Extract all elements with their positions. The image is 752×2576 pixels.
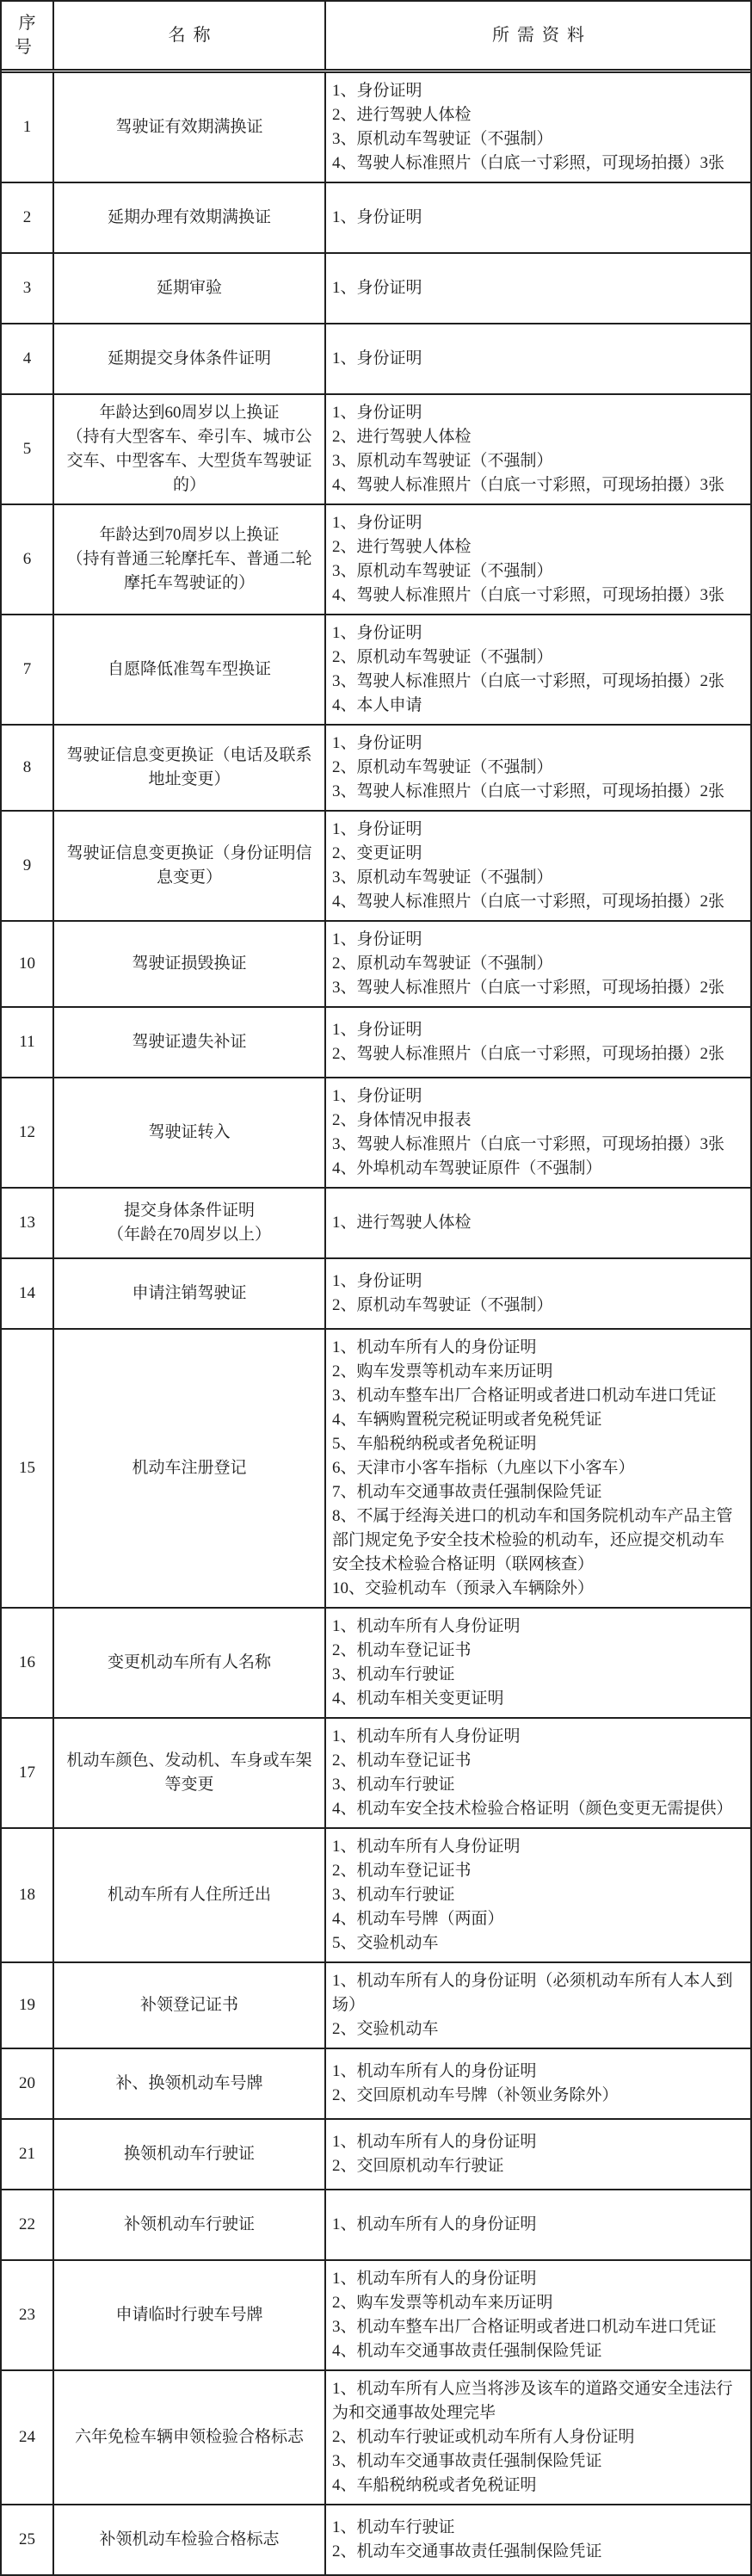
material-item: 3、驾驶人标准照片（白底一寸彩照，可现场拍摄）3张 bbox=[332, 1135, 725, 1153]
row-number-cell: 4 bbox=[2, 324, 54, 393]
row-number-cell: 24 bbox=[2, 2371, 54, 2504]
row-number-cell: 2 bbox=[2, 183, 54, 252]
name-line: 自愿降低准驾车型换证 bbox=[107, 660, 271, 678]
row-materials-cell bbox=[326, 324, 750, 393]
material-item: 8、不属于经海关进口的机动车和国务院机动车产品主管部门规定免予安全技术检验的机动车，还应提交机动车安全技术检验合格证明（联网核查） bbox=[332, 1507, 733, 1573]
row-name-cell bbox=[54, 1008, 326, 1077]
name-line: 年龄达到70周岁以上换证 bbox=[99, 526, 280, 544]
material-item: 3、原机动车驾驶证（不强制） bbox=[332, 868, 553, 886]
row-number-cell: 18 bbox=[2, 1829, 54, 1961]
row-name-cell bbox=[54, 2120, 326, 2189]
material-item: 4、驾驶人标准照片（白底一寸彩照，可现场拍摄）3张 bbox=[332, 154, 725, 172]
name-line: 机动车颜色、发动机、车身或车架等变更 bbox=[66, 1751, 312, 1794]
material-item: 1、机动车所有人的身份证明（必须机动车所有人本人到场） bbox=[332, 1972, 733, 2014]
material-item: 10、交验机动车（预录入车辆除外） bbox=[332, 1579, 595, 1597]
material-item: 2、变更证明 bbox=[332, 844, 422, 862]
row-number-cell: 8 bbox=[2, 726, 54, 810]
material-item: 1、机动车所有人身份证明 bbox=[332, 1727, 521, 1745]
row-materials-cell bbox=[326, 1008, 750, 1077]
row-number-cell: 9 bbox=[2, 812, 54, 920]
material-item: 5、车船税纳税或者免税证明 bbox=[332, 1435, 537, 1453]
material-item: 2、驾驶人标准照片（白底一寸彩照，可现场拍摄）2张 bbox=[332, 1045, 725, 1063]
material-item: 2、购车发票等机动车来历证明 bbox=[332, 2294, 553, 2312]
name-line: 补领登记证书 bbox=[139, 1996, 238, 2014]
material-item: 7、机动车交通事故责任强制保险凭证 bbox=[332, 1483, 602, 1501]
material-item: 3、机动车整车出厂合格证明或者进口机动车进口凭证 bbox=[332, 2318, 717, 2336]
material-item: 2、进行驾驶人体检 bbox=[332, 106, 472, 124]
material-item: 2、进行驾驶人体检 bbox=[332, 428, 472, 446]
table-row bbox=[2, 726, 750, 812]
row-number-cell: 19 bbox=[2, 1963, 54, 2048]
name-line: 驾驶证损毁换证 bbox=[132, 954, 247, 973]
name-line: 申请临时行驶车号牌 bbox=[115, 2306, 263, 2324]
header-cell-name: 名称 bbox=[54, 2, 326, 69]
material-item: 4、外埠机动车驾驶证原件（不强制） bbox=[332, 1159, 602, 1177]
material-item: 2、进行驾驶人体检 bbox=[332, 538, 472, 556]
header-cell-materials: 所需资料 bbox=[492, 26, 592, 45]
row-name-cell bbox=[54, 922, 326, 1006]
row-number-cell: 25 bbox=[2, 2505, 54, 2574]
table-row bbox=[2, 2049, 750, 2120]
material-item: 4、车辆购置税完税证明或者免税凭证 bbox=[332, 1411, 602, 1429]
name-line: 驾驶证有效期满换证 bbox=[115, 118, 263, 136]
table-row bbox=[2, 1719, 750, 1829]
row-materials-cell bbox=[326, 726, 750, 810]
name-line: 驾驶证遗失补证 bbox=[132, 1033, 247, 1051]
material-item: 2、身体情况申报表 bbox=[332, 1111, 472, 1129]
row-name-cell bbox=[54, 2261, 326, 2369]
row-materials-cell bbox=[326, 2261, 750, 2369]
row-materials-cell bbox=[326, 615, 750, 724]
material-item: 1、身份证明 bbox=[332, 349, 422, 368]
material-item: 4、驾驶人标准照片（白底一寸彩照，可现场拍摄）3张 bbox=[332, 476, 725, 494]
material-item: 2、原机动车驾驶证（不强制） bbox=[332, 1296, 553, 1314]
material-item: 5、交验机动车 bbox=[332, 1934, 439, 1952]
row-number-cell: 23 bbox=[2, 2261, 54, 2369]
row-name-cell bbox=[54, 73, 326, 182]
material-item: 1、机动车所有人的身份证明 bbox=[332, 1338, 537, 1356]
table-body bbox=[2, 73, 750, 2574]
row-name-cell bbox=[54, 726, 326, 810]
table-row bbox=[2, 183, 750, 254]
material-item: 3、驾驶人标准照片（白底一寸彩照，可现场拍摄）2张 bbox=[332, 782, 725, 800]
row-name-cell bbox=[54, 2049, 326, 2118]
table-row bbox=[2, 1963, 750, 2049]
material-item: 3、机动车交通事故责任强制保险凭证 bbox=[332, 2452, 602, 2470]
table-row bbox=[2, 1078, 750, 1189]
row-number-cell: 21 bbox=[2, 2120, 54, 2189]
row-materials-cell bbox=[326, 2049, 750, 2118]
name-line: （持有普通三轮摩托车、普通二轮摩托车驾驶证的） bbox=[66, 550, 312, 592]
material-item: 3、原机动车驾驶证（不强制） bbox=[332, 562, 553, 580]
row-materials-cell bbox=[326, 2120, 750, 2189]
table-row bbox=[2, 1259, 750, 1330]
material-item: 1、身份证明 bbox=[332, 514, 422, 532]
name-line: 补领机动车检验合格标志 bbox=[99, 2530, 280, 2548]
row-number-cell: 1 bbox=[2, 73, 54, 182]
material-item: 1、身份证明 bbox=[332, 820, 422, 838]
table-row bbox=[2, 615, 750, 726]
name-line: （持有大型客车、牵引车、城市公交车、中型客车、大型货车驾驶证的） bbox=[66, 428, 312, 494]
material-item: 1、身份证明 bbox=[332, 82, 422, 100]
row-number-cell: 13 bbox=[2, 1189, 54, 1257]
row-number-cell: 6 bbox=[2, 505, 54, 614]
row-name-cell bbox=[54, 254, 326, 323]
material-item: 1、身份证明 bbox=[332, 1021, 422, 1039]
header-cell-serial-number: 序号 bbox=[2, 2, 54, 69]
row-number-cell: 15 bbox=[2, 1330, 54, 1607]
row-materials-cell bbox=[326, 1609, 750, 1717]
row-materials-cell bbox=[326, 812, 750, 920]
table-row bbox=[2, 2505, 750, 2574]
material-item: 3、机动车整车出厂合格证明或者进口机动车进口凭证 bbox=[332, 1387, 717, 1405]
material-item: 2、原机动车驾驶证（不强制） bbox=[332, 954, 553, 973]
row-name-cell bbox=[54, 615, 326, 724]
table-row bbox=[2, 505, 750, 615]
row-name-cell bbox=[54, 812, 326, 920]
name-line: 提交身体条件证明 bbox=[123, 1202, 255, 1220]
material-item: 1、机动车所有人的身份证明 bbox=[332, 2270, 537, 2288]
material-item: 1、身份证明 bbox=[332, 734, 422, 752]
material-item: 2、交验机动车 bbox=[332, 2020, 439, 2038]
name-line: 驾驶证信息变更换证（身份证明信息变更） bbox=[66, 844, 312, 886]
table-header-row bbox=[2, 2, 750, 73]
material-item: 2、购车发票等机动车来历证明 bbox=[332, 1362, 553, 1381]
material-item: 2、交回原机动车行驶证 bbox=[332, 2157, 504, 2175]
row-number-cell: 17 bbox=[2, 1719, 54, 1827]
table-row bbox=[2, 812, 750, 922]
name-line: 延期提交身体条件证明 bbox=[107, 349, 271, 368]
material-item: 4、机动车相关变更证明 bbox=[332, 1690, 504, 1708]
table-row bbox=[2, 2261, 750, 2371]
material-item: 4、车船税纳税或者免税证明 bbox=[332, 2476, 537, 2494]
row-name-cell bbox=[54, 1330, 326, 1607]
material-item: 1、机动车所有人的身份证明 bbox=[332, 2215, 537, 2233]
name-line: 机动车注册登记 bbox=[132, 1459, 247, 1477]
row-materials-cell bbox=[326, 1963, 750, 2048]
name-line: 六年免检车辆申领检验合格标志 bbox=[74, 2428, 304, 2446]
row-number-cell: 16 bbox=[2, 1609, 54, 1717]
material-item: 2、机动车登记证书 bbox=[332, 1641, 472, 1659]
material-item: 4、驾驶人标准照片（白底一寸彩照，可现场拍摄）3张 bbox=[332, 586, 725, 604]
name-line: （年龄在70周岁以上） bbox=[107, 1226, 271, 1244]
table-row bbox=[2, 1189, 750, 1259]
name-line: 驾驶证信息变更换证（电话及联系地址变更） bbox=[66, 746, 312, 788]
name-line: 延期审验 bbox=[156, 279, 222, 297]
row-materials-cell bbox=[326, 73, 750, 182]
material-item: 3、机动车行驶证 bbox=[332, 1886, 455, 1904]
table-row bbox=[2, 324, 750, 395]
name-line: 延期办理有效期满换证 bbox=[107, 208, 271, 226]
material-item: 3、原机动车驾驶证（不强制） bbox=[332, 130, 553, 148]
name-line: 补、换领机动车号牌 bbox=[115, 2074, 263, 2092]
material-item: 4、驾驶人标准照片（白底一寸彩照，可现场拍摄）2张 bbox=[332, 893, 725, 911]
name-line: 年龄达到60周岁以上换证 bbox=[99, 404, 280, 422]
table-row bbox=[2, 2371, 750, 2505]
material-item: 3、原机动车驾驶证（不强制） bbox=[332, 452, 553, 470]
row-name-cell bbox=[54, 324, 326, 393]
material-item: 2、机动车行驶证或机动车所有人身份证明 bbox=[332, 2428, 635, 2446]
row-number-cell: 10 bbox=[2, 922, 54, 1006]
row-name-cell bbox=[54, 1963, 326, 2048]
row-materials-cell bbox=[326, 1078, 750, 1187]
table-row bbox=[2, 1008, 750, 1078]
row-name-cell bbox=[54, 1078, 326, 1187]
row-name-cell bbox=[54, 1259, 326, 1328]
row-materials-cell bbox=[326, 2371, 750, 2504]
material-item: 1、进行驾驶人体检 bbox=[332, 1214, 472, 1232]
row-number-cell: 5 bbox=[2, 395, 54, 503]
row-number-cell: 3 bbox=[2, 254, 54, 323]
row-name-cell bbox=[54, 1609, 326, 1717]
table-row bbox=[2, 1829, 750, 1963]
row-number-cell: 12 bbox=[2, 1078, 54, 1187]
row-materials-cell bbox=[326, 1719, 750, 1827]
row-materials-cell bbox=[326, 922, 750, 1006]
table-row bbox=[2, 2120, 750, 2190]
row-materials-cell bbox=[326, 1189, 750, 1257]
row-materials-cell bbox=[326, 254, 750, 323]
material-item: 1、身份证明 bbox=[332, 208, 422, 226]
name-line: 换领机动车行驶证 bbox=[123, 2145, 255, 2163]
row-materials-cell bbox=[326, 1829, 750, 1961]
table-row bbox=[2, 2190, 750, 2261]
material-item: 1、身份证明 bbox=[332, 930, 422, 948]
row-materials-cell bbox=[326, 1259, 750, 1328]
name-line: 驾驶证转入 bbox=[148, 1123, 231, 1141]
row-materials-cell bbox=[326, 505, 750, 614]
row-number-cell: 22 bbox=[2, 2190, 54, 2259]
row-number-cell: 11 bbox=[2, 1008, 54, 1077]
row-materials-cell bbox=[326, 395, 750, 503]
row-name-cell bbox=[54, 2371, 326, 2504]
row-name-cell bbox=[54, 183, 326, 252]
row-materials-cell bbox=[326, 1330, 750, 1607]
material-item: 1、机动车所有人的身份证明 bbox=[332, 2133, 537, 2151]
material-item: 4、机动车号牌（两面） bbox=[332, 1910, 504, 1928]
material-item: 2、交回原机动车号牌（补领业务除外） bbox=[332, 2086, 619, 2104]
material-item: 1、机动车所有人应当将涉及该车的道路交通安全违法行为和交通事故处理完毕 bbox=[332, 2380, 733, 2422]
material-item: 1、机动车行驶证 bbox=[332, 2518, 455, 2536]
material-item: 2、机动车登记证书 bbox=[332, 1751, 472, 1770]
name-line: 机动车所有人住所迁出 bbox=[107, 1886, 271, 1904]
row-materials-cell bbox=[326, 2190, 750, 2259]
row-materials-cell bbox=[326, 2505, 750, 2574]
material-item: 3、机动车行驶证 bbox=[332, 1665, 455, 1683]
table-row bbox=[2, 1609, 750, 1719]
table-row bbox=[2, 395, 750, 505]
material-item: 1、机动车所有人身份证明 bbox=[332, 1838, 521, 1856]
material-item: 3、驾驶人标准照片（白底一寸彩照，可现场拍摄）2张 bbox=[332, 979, 725, 997]
material-item: 2、机动车登记证书 bbox=[332, 1862, 472, 1880]
row-name-cell bbox=[54, 1829, 326, 1961]
material-item: 4、机动车安全技术检验合格证明（颜色变更无需提供） bbox=[332, 1800, 733, 1818]
material-item: 1、机动车所有人身份证明 bbox=[332, 1617, 521, 1635]
row-name-cell bbox=[54, 395, 326, 503]
material-item: 1、身份证明 bbox=[332, 1087, 422, 1105]
material-item: 1、身份证明 bbox=[332, 1272, 422, 1290]
material-item: 1、机动车所有人的身份证明 bbox=[332, 2062, 537, 2080]
row-number-cell: 20 bbox=[2, 2049, 54, 2118]
table-row bbox=[2, 1330, 750, 1609]
row-name-cell bbox=[54, 1719, 326, 1827]
table-row bbox=[2, 922, 750, 1008]
material-item: 4、机动车交通事故责任强制保险凭证 bbox=[332, 2342, 602, 2360]
row-name-cell bbox=[54, 2190, 326, 2259]
row-number-cell: 7 bbox=[2, 615, 54, 724]
table-row bbox=[2, 254, 750, 324]
row-name-cell bbox=[54, 1189, 326, 1257]
row-number-cell: 14 bbox=[2, 1259, 54, 1328]
material-item: 1、身份证明 bbox=[332, 624, 422, 642]
material-item: 1、身份证明 bbox=[332, 404, 422, 422]
material-item: 3、机动车行驶证 bbox=[332, 1776, 455, 1794]
material-item: 3、驾驶人标准照片（白底一寸彩照，可现场拍摄）2张 bbox=[332, 672, 725, 690]
name-line: 申请注销驾驶证 bbox=[132, 1284, 247, 1302]
material-item: 2、原机动车驾驶证（不强制） bbox=[332, 758, 553, 776]
row-name-cell bbox=[54, 2505, 326, 2574]
name-line: 变更机动车所有人名称 bbox=[107, 1653, 271, 1671]
material-item: 2、原机动车驾驶证（不强制） bbox=[332, 648, 553, 666]
material-item: 6、天津市小客车指标（九座以下小客车） bbox=[332, 1459, 635, 1477]
material-item: 2、机动车交通事故责任强制保险凭证 bbox=[332, 2542, 602, 2561]
material-item: 4、本人申请 bbox=[332, 696, 422, 714]
material-item: 1、身份证明 bbox=[332, 279, 422, 297]
table-row bbox=[2, 73, 750, 183]
row-name-cell bbox=[54, 505, 326, 614]
name-line: 补领机动车行驶证 bbox=[123, 2215, 255, 2233]
row-materials-cell bbox=[326, 183, 750, 252]
